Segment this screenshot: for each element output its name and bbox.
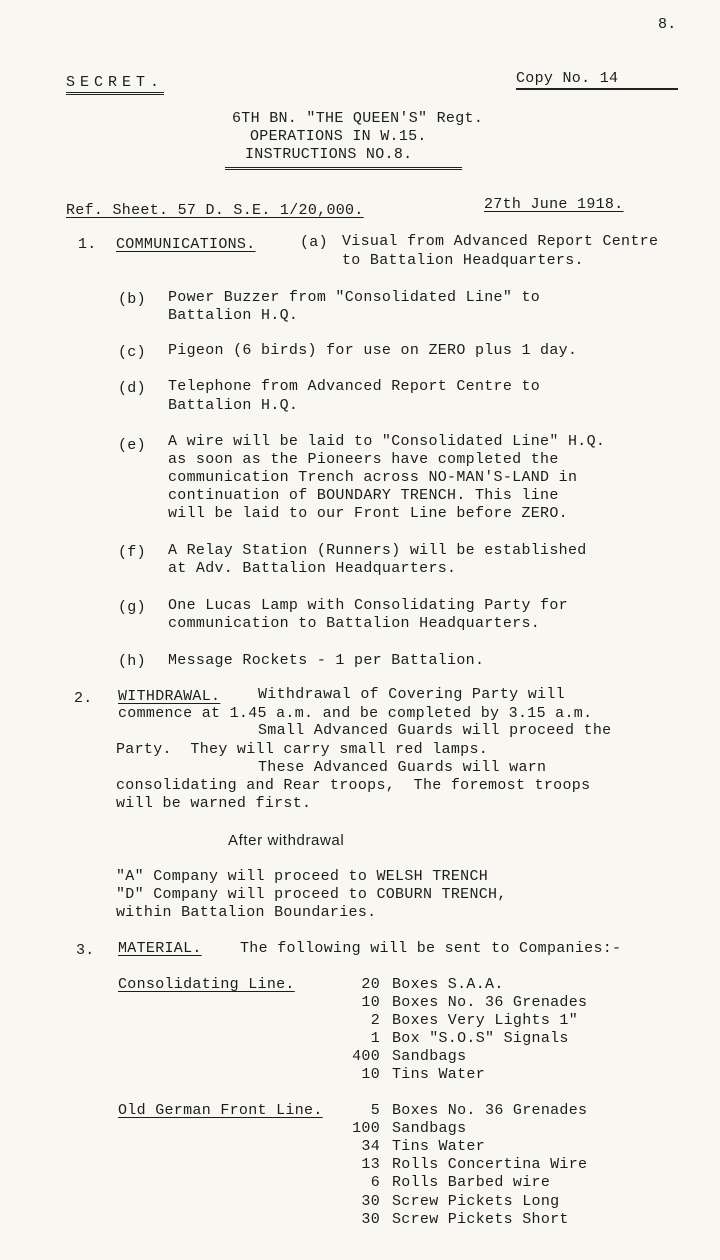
section-1-a-line-2: to Battalion Headquarters. [342, 252, 584, 269]
heading-line-2: OPERATIONS IN W.15. [250, 128, 427, 145]
secret-marking: SECRET. [66, 74, 164, 95]
item-h-label: (h) [118, 653, 146, 670]
section-2-line-4: These Advanced Guards will warn [258, 759, 547, 776]
material-desc: Boxes S.A.A. [392, 976, 504, 993]
qty: 400 [352, 1048, 380, 1065]
item-c-label: (c) [118, 344, 146, 361]
ref-sheet: Ref. Sheet. 57 D. S.E. 1/20,000. [66, 202, 364, 219]
qty: 30 [361, 1193, 380, 1210]
company-a-line: "A" Company will proceed to WELSH TRENCH [116, 868, 489, 885]
group-old-german-front-line: Old German Front Line. [118, 1102, 323, 1119]
item-d-line-2: Battalion H.Q. [168, 397, 299, 414]
qty: 5 [370, 1102, 380, 1119]
material-desc: Rolls Barbed wire [392, 1174, 551, 1191]
item-e-line-2: as soon as the Pioneers have completed the [168, 451, 559, 468]
section-1-a-line-1: Visual from Advanced Report Centre [342, 233, 659, 250]
heading-line-3: INSTRUCTIONS NO.8. [225, 146, 462, 170]
item-g-line-2: communication to Battalion Headquarters. [168, 615, 541, 632]
section-2-number: 2. [74, 690, 93, 707]
qty: 2 [370, 1012, 380, 1029]
material-desc: Sandbags [392, 1120, 467, 1137]
item-b-label: (b) [118, 291, 146, 308]
document-date: 27th June 1918. [484, 196, 624, 213]
section-2-line-1: commence at 1.45 a.m. and be completed by 3.15 a.m. [118, 705, 593, 722]
boundaries-line: within Battalion Boundaries. [116, 904, 377, 921]
material-desc: Screw Pickets Short [392, 1211, 569, 1228]
group-consolidating-line: Consolidating Line. [118, 976, 295, 993]
after-withdrawal: After withdrawal [228, 832, 345, 849]
item-d-label: (d) [118, 380, 146, 397]
item-c-line-1: Pigeon (6 birds) for use on ZERO plus 1 day. [168, 342, 578, 359]
qty: 100 [352, 1120, 380, 1137]
qty: 10 [361, 994, 380, 1011]
qty: 20 [361, 976, 380, 993]
item-h-line-1: Message Rockets - 1 per Battalion. [168, 652, 485, 669]
item-f-line-2: at Adv. Battalion Headquarters. [168, 560, 457, 577]
section-2-line-3: Party. They will carry small red lamps. [116, 741, 489, 758]
section-3-intro: The following will be sent to Companies:- [240, 940, 622, 957]
heading-line-1: 6TH BN. "THE QUEEN'S" Regt. [232, 110, 484, 127]
material-desc: Boxes No. 36 Grenades [392, 994, 588, 1011]
copy-number: Copy No. 14 [516, 70, 678, 90]
material-desc: Rolls Concertina Wire [392, 1156, 588, 1173]
section-2-title: WITHDRAWAL. [118, 688, 221, 705]
section-2-line-0: Withdrawal of Covering Party will [258, 686, 565, 703]
item-g-line-1: One Lucas Lamp with Consolidating Party for [168, 597, 568, 614]
material-desc: Screw Pickets Long [392, 1193, 560, 1210]
qty: 1 [370, 1030, 380, 1047]
qty: 34 [361, 1138, 380, 1155]
item-d-line-1: Telephone from Advanced Report Centre to [168, 378, 541, 395]
item-g-label: (g) [118, 599, 146, 616]
qty: 6 [370, 1174, 380, 1191]
material-desc: Boxes No. 36 Grenades [392, 1102, 588, 1119]
item-b-line-1: Power Buzzer from "Consolidated Line" to [168, 289, 541, 306]
section-2-line-2: Small Advanced Guards will proceed the [258, 722, 612, 739]
item-e-line-1: A wire will be laid to "Consolidated Line" H.Q. [168, 433, 606, 450]
material-desc: Tins Water [392, 1138, 486, 1155]
material-desc: Box "S.O.S" Signals [392, 1030, 569, 1047]
section-1-number: 1. [78, 236, 97, 253]
material-desc: Boxes Very Lights 1" [392, 1012, 579, 1029]
qty: 13 [361, 1156, 380, 1173]
section-3-title: MATERIAL. [118, 940, 202, 957]
company-d-line: "D" Company will proceed to COBURN TRENCH, [116, 886, 507, 903]
item-b-line-2: Battalion H.Q. [168, 307, 299, 324]
material-desc: Sandbags [392, 1048, 467, 1065]
section-1-a-label: (a) [300, 234, 328, 251]
qty: 30 [361, 1211, 380, 1228]
material-desc: Tins Water [392, 1066, 486, 1083]
section-2-line-6: will be warned first. [116, 795, 312, 812]
item-e-line-4: continuation of BOUNDARY TRENCH. This line [168, 487, 559, 504]
section-2-line-5: consolidating and Rear troops, The foremost troops [116, 777, 591, 794]
item-e-label: (e) [118, 437, 146, 454]
section-1-title: COMMUNICATIONS. [116, 236, 256, 253]
item-e-line-3: communication Trench across NO-MAN'S-LAND in [168, 469, 578, 486]
section-3-number: 3. [76, 942, 95, 959]
item-f-line-1: A Relay Station (Runners) will be established [168, 542, 587, 559]
page-number: 8. [658, 16, 677, 33]
qty: 10 [361, 1066, 380, 1083]
item-f-label: (f) [118, 544, 146, 561]
item-e-line-5: will be laid to our Front Line before ZERO. [168, 505, 568, 522]
